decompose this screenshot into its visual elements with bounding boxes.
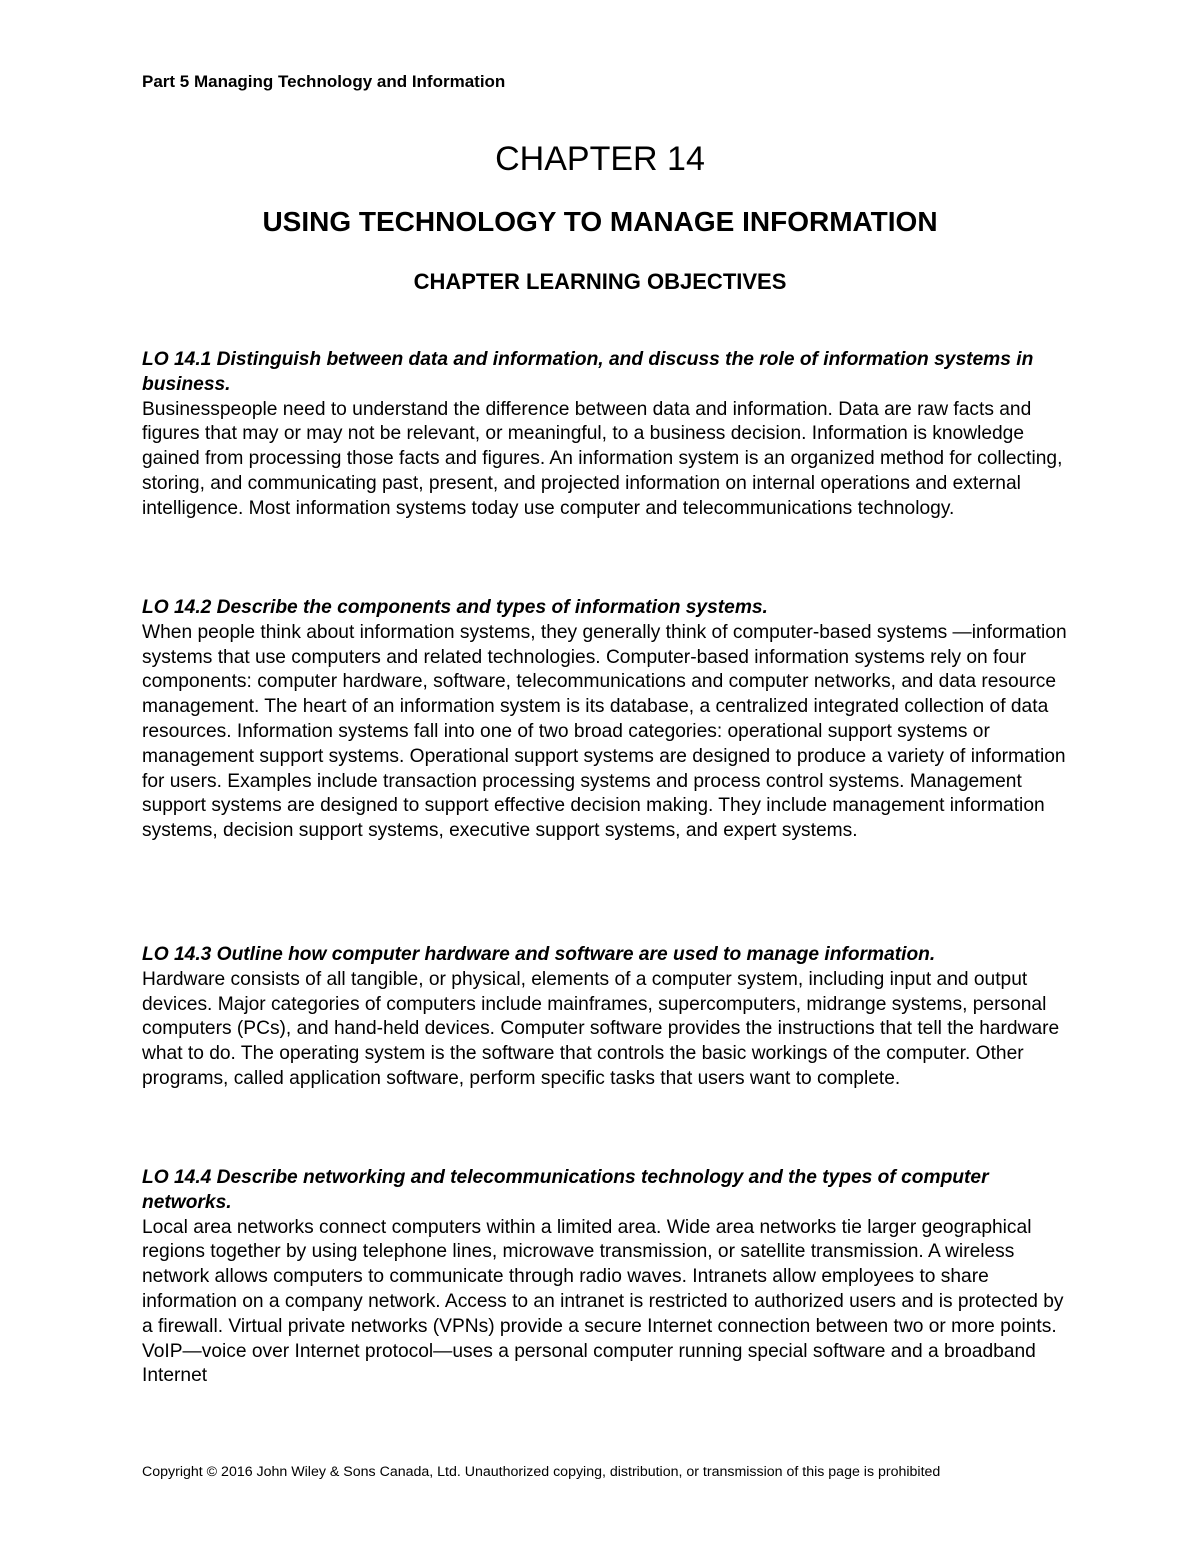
objective-body: When people think about information systems, they generally think of computer-based systems —information systems that use computers and related technologies. Computer-based information systems rely on four components: computer hardware, software, telecommunications and computer networks, and data resource management. The heart of an information system is its database, a centralized integrated collection of data resources. Information systems fall into one of two broad categories: operational support systems or management support systems. Operational support systems are designed to produce a variety of information for users. Examples include transaction processing systems and process control systems. Management support systems are designed to support effective decision making. They include management information systems, decision support systems, executive support systems, and expert systems. — [142, 621, 1067, 842]
objective-body: Businesspeople need to understand the difference between data and information. Data are raw facts and figures that may or may not be relevant, or meaningful, to a business decision. Information is knowledge gained from processing those facts and figures. An information system is an organized method for collecting, storing, and communicating past, present, and projected information on internal operations and external intelligence. Most information systems today use computer and telecommunications technology. — [142, 398, 1063, 519]
objective-heading: LO 14.4 Describe networking and telecommunications technology and the types of computer networks. — [142, 1167, 989, 1213]
objective-body: Hardware consists of all tangible, or physical, elements of a computer system, including input and output devices. Major categories of computers include mainframes, supercomputers, midrange systems, personal computers (PCs), and hand-held devices. Computer software provides the instructions that tell the hardware what to do. The operating system is the software that controls the basic workings of the computer. Other programs, called application software, perform specific tasks that users want to complete. — [142, 968, 1060, 1089]
objective-heading: LO 14.1 Distinguish between data and information, and discuss the role of information systems in business. — [142, 349, 1034, 395]
objective-heading: LO 14.2 Describe the components and types of information systems. — [142, 597, 768, 618]
learning-objective-14-4 — [142, 1166, 1067, 1389]
objectives-heading: CHAPTER LEARNING OBJECTIVES — [413, 269, 787, 294]
learning-objective-14-1 — [142, 348, 1067, 522]
objective-heading: LO 14.3 Outline how computer hardware and software are used to manage information. — [142, 944, 936, 965]
objective-body: Local area networks connect computers within a limited area. Wide area networks tie larger geographical regions together by using telephone lines, microwave transmission, or satellite transmission. A wireless network allows computers to communicate through radio waves. Intranets allow employees to share information on a company network. Access to an intranet is restricted to authorized users and is protected by a firewall. Virtual private networks (VPNs) provide a secure Internet connection between two or more points. VoIP—voice over Internet protocol—uses a personal computer running special software and a broadband Internet — [142, 1216, 1064, 1387]
chapter-title: USING TECHNOLOGY TO MANAGE INFORMATION — [262, 206, 938, 237]
copyright-footer: Copyright © 2016 John Wiley & Sons Canada, Ltd. Unauthorized copying, distribution, or transmission of this page is prohibited — [142, 1464, 941, 1480]
running-header: Part 5 Managing Technology and Information — [142, 72, 506, 91]
learning-objective-14-3 — [142, 943, 1067, 1092]
chapter-number: CHAPTER 14 — [495, 140, 705, 178]
learning-objective-14-2 — [142, 596, 1067, 844]
